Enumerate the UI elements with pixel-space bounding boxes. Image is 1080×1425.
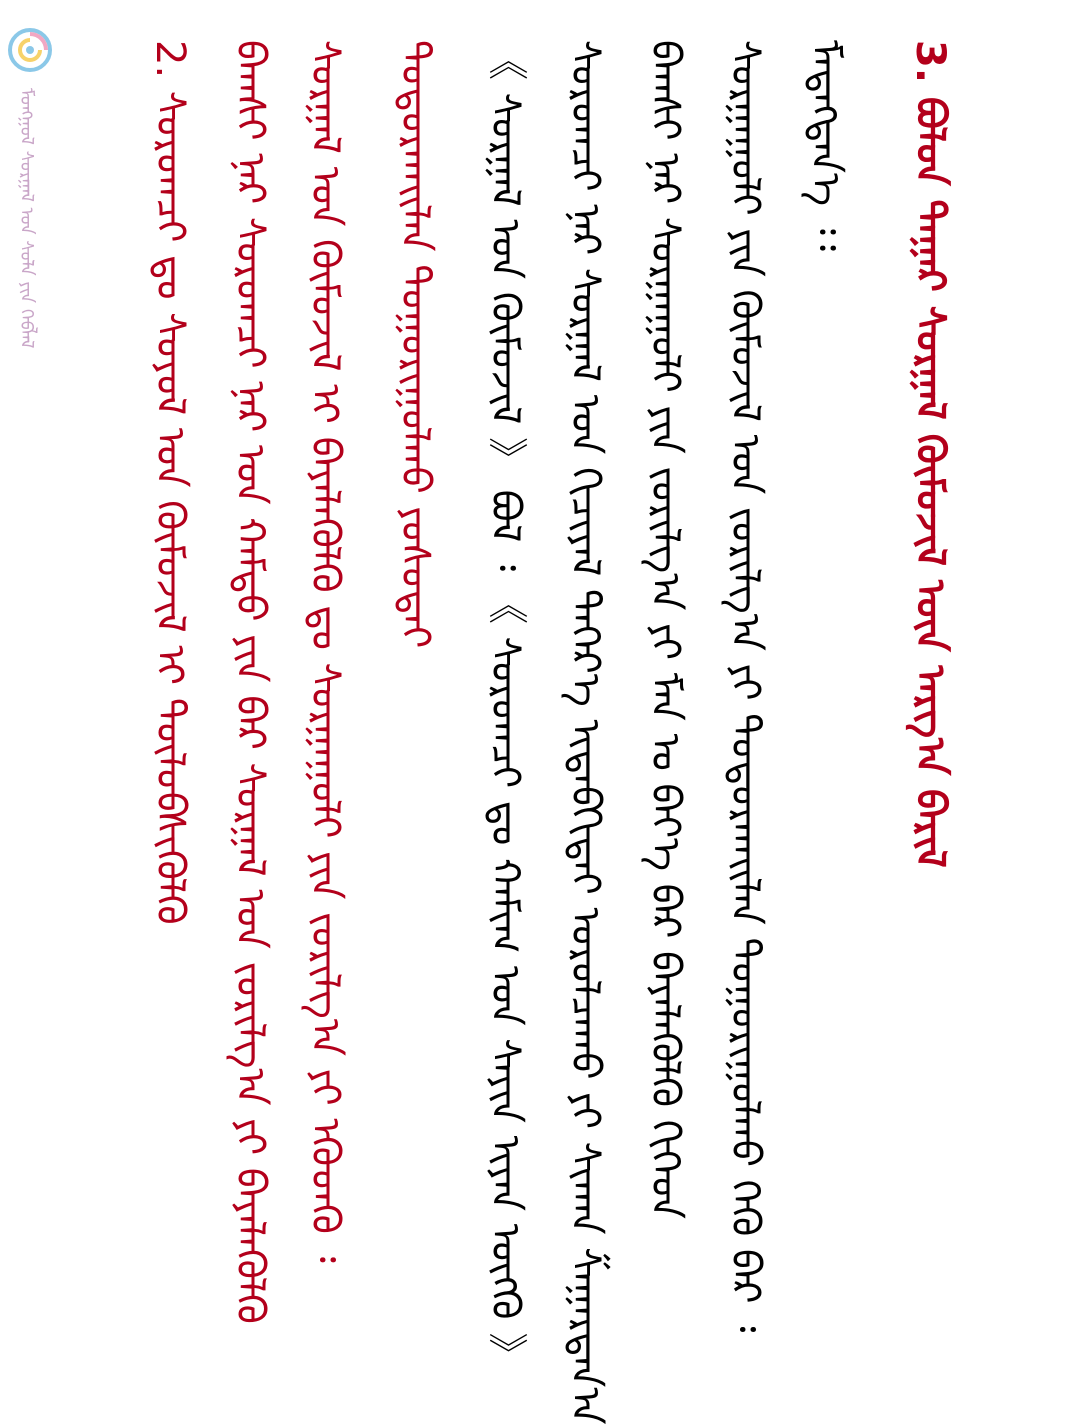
text-column-8: ᠪᠠᠭᠰᠢ ᠨᠠᠷ ᠰᠤᠷᠤᠭᠴᠢ ᠨᠠᠷ ᠤᠨ ᠬᠠᠮᠲᠤ ᠶᠢᠨ ᠪᠠᠷ ᠰᠤᠷᠭᠠᠯ ᠤᠨ ᠵᠤᠷᠢᠯᠭ᠎ᠠ ᠶᠢ ᠪᠡᠶᠡᠯᠡᠭᠦᠯᠬᠦ bbox=[227, 40, 273, 1324]
subheading-2: 2. ᠰᠤᠷᠤᠭᠴᠢ ᠳᠤ ᠰᠣᠶᠣᠯ ᠤᠨ ᠬᠦᠮᠦᠵᠢᠯ ᠢ ᠲᠥᠯᠥᠪᠰᠢᠭᠦᠯᠬᠦ bbox=[147, 40, 193, 925]
text-column-2: ᠰᠤᠷᠭᠠᠭᠤᠯᠢ ᠶᠢᠨ ᠬᠦᠮᠦᠵᠢᠯ ᠤᠨ ᠵᠤᠷᠢᠯᠭ᠎ᠠ ᠶᠢ ᠲᠣᠳᠣᠷᠬᠠᠢᠯᠠᠨ ᠲᠣᠭᠤᠷᠢᠭᠤᠯᠬᠤ ᠭᠡᠬᠦ ᠪᠡᠷ ᠄ bbox=[722, 40, 768, 1333]
section-heading: 3. ᠪᠣᠯᠤᠨ ᠳᠠᠭᠠᠷ ᠰᠤᠷᠭᠠᠯ ᠬᠦᠮᠦᠵᠢᠯ ᠦᠨ ᠠᠷᠭ᠎ᠠ ᠪᠠᠷᠢᠯ bbox=[907, 40, 953, 868]
text-column-1: ᠮᠡᠳᠡᠭᠳᠡᠨ᠎ᠡ ᠄᠄ bbox=[802, 40, 848, 252]
text-column-5: 《 ᠰᠤᠷᠭᠠᠯ ᠤᠨ ᠬᠦᠮᠦᠵᠢᠯ 》 ᠪᠣᠯ ᠄ 《 ᠰᠤᠷᠤᠭᠴᠢ ᠳᠤ ᠬᠠᠮᠢᠭ ᠤᠨ ᠰᠠᠶᠢᠨ ᠢᠶᠡᠨ ᠥᠭᠬᠦ 》 bbox=[482, 40, 528, 1373]
spiral-logo-icon bbox=[6, 26, 54, 74]
text-column-7: ᠰᠤᠷᠭᠠᠯ ᠤᠨ ᠬᠦᠮᠦᠵᠢᠯ ᠢ ᠪᠡᠶᠡᠯᠡᠭᠦᠯᠬᠦ ᠳᠤ ᠰᠤᠷᠭᠠᠭᠤᠯᠢ ᠶᠢᠨ ᠵᠤᠷᠢᠯᠭ᠎ᠠ ᠶᠢ ᠡᠭᠦᠳᠬᠦ ᠄ bbox=[302, 40, 348, 1263]
watermark-text: ᠮᠣᠩᠭᠣᠯ ᠰᠤᠷᠭᠠᠯ ᠤᠨ ᠰᠤᠯᠠ ᠶᠢᠨ ᠬᠡᠪᠯᠡᠯ bbox=[16, 88, 37, 349]
text-column-6: ᠲᠣᠳᠣᠷᠬᠠᠢᠯᠠᠨ ᠲᠣᠭᠤᠷᠢᠭᠤᠯᠬᠤ ᠶᠤᠰᠤᠲᠠᠢ bbox=[392, 40, 438, 649]
text-column-3: ᠪᠠᠭᠰᠢ ᠨᠠᠷ ᠰᠤᠷᠭᠠᠭᠤᠯᠢ ᠶᠢᠨ ᠵᠤᠷᠢᠯᠭ᠎ᠠ ᠶᠢ ᠮᠠᠨ ᠤ ᠪᠡᠶ᠎ᠡ ᠪᠡᠷ ᠪᠡᠶᠡᠯᠡᠭᠦᠯᠬᠦ ᠬᠢᠭᠡᠳ bbox=[642, 40, 688, 1219]
text-column-4: ᠰᠤᠷᠤᠭᠴᠢ ᠨᠠᠷ ᠰᠤᠷᠭᠠᠯ ᠤᠨ ᠬᠢᠴᠢᠶᠡᠯ ᠳᠡᠭᠡᠷ᠎ᠡ ᠢᠳᠡᠪᠬᠢᠲᠡᠶ ᠤᠷᠤᠯᠴᠠᠬᠤ ᠶᠢ ᠰᠢᠬᠠᠨ ᠱᠠᠭᠠᠷᠳᠠᠨ᠎ᠠ bbox=[562, 40, 608, 1425]
